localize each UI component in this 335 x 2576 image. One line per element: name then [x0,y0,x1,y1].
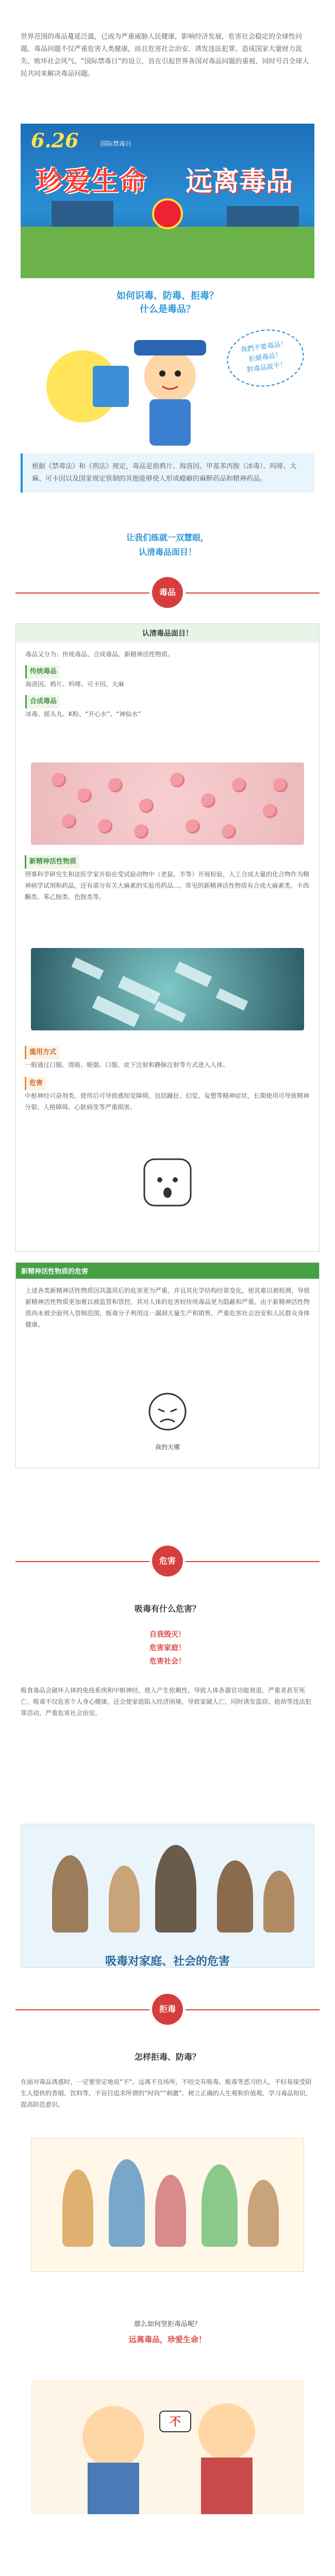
person-figure [155,2175,186,2247]
label-synthetic: 合成毒品 [25,695,60,708]
person-figure [155,1845,196,1933]
banner-subtitle: 国际禁毒日 [100,140,132,147]
boy-head [144,350,196,402]
boy-body [149,399,191,446]
divider-left [15,592,149,594]
banner-ground [21,227,314,278]
insight-callout [0,531,335,560]
person-figure [202,2164,238,2247]
nps-section [25,855,313,903]
nps-harm-text: 上述各类新精神活性物质因其滥用后的危害更为严重，并且其化学结构经常变化，使其难以被检测，导致新精神活性物质更加难以被监管和管控，其对人体的危害较传统毒品更为隐蔽和严重。由于新精神活性物质尚未被全面列入管制范围，贩毒分子利用这一漏洞大量生产和销售，严重危害社会治安和人民群众身体健康。 [25,1287,310,1328]
traditional-list: 海洛因、鸦片、吗啡、可卡因、大麻 [25,681,125,688]
pill-photo [31,762,304,845]
nps-harm-bar: 新精神活性物质的危害 [16,1263,319,1279]
crying-face-icon [147,1391,188,1437]
harm-title: 吸毒有什么危害？ [134,1604,200,1614]
label-usage: 滥用方式 [25,1046,59,1059]
banner-title-b: 远离毒品 [186,166,293,197]
usage-section [25,1046,313,1113]
banner-date: 6.26 [31,129,79,152]
harm-list [0,1628,335,1668]
divider-left-3 [15,2009,149,2010]
law-definition: 根据《禁毒法》和《刑法》规定，毒品是指鸦片、海洛因、甲基苯丙胺（冰毒）、吗啡、大麻、可卡因以及国家规定管制的其他能够使人形成瘾癖的麻醉药品和精神药品。 [21,453,314,493]
speech-bubble: 我們不要毒品！ 拒絕毒品！ 對毒品說不！ [223,325,308,392]
person-figure [109,2159,145,2247]
crystal-photo [31,948,304,1030]
intro-paragraph: 世界范围的毒品蔓延泛滥，已成为严重威胁人民健康，影响经济发展，危害社会稳定的全球性问题。毒品问题不仅严重危害人类健康，而且危害社会治安、诱发违法犯罪、造成国家大量财力流失、败坏社会风气。“国际禁毒日”的设立，旨在引起世界各国对毒品问题的重视，同时号召全球人民共同来解决毒品问题。 [21,33,309,78]
label-nps: 新精神活性物质 [25,855,79,869]
insight-line-2: 认清毒品面目！ [138,547,196,557]
harm-illustration [21,1824,314,1968]
police-emblem-icon [152,198,183,229]
banner-title-a: 珍爱生命 [36,166,148,197]
synthetic-list: 冰毒、摇头丸、K粉、“开心水”、“神仙水” [25,710,141,718]
no-sign: 不 [169,2416,181,2429]
harm-paragraph: 吸食毒品会破坏人体的免疫系统和中枢神经，使人产生依赖性，导致人体各器官功能衰退，严重者甚至死亡。吸毒不仅危害个人身心健康，还会使家庭陷入经济困境，导致家破人亡，同时诱发盗窃、抢劫等违法犯罪活动，严重危害社会治安。 [21,1687,312,1717]
refuse-title: 怎样拒毒、防毒？ [134,2052,200,2062]
divider-right-2 [186,1561,320,1562]
person-figure [109,1866,140,1933]
person-figure [62,2170,93,2247]
boy-hat [134,340,206,355]
event-banner [21,124,314,278]
person-figure [248,2180,279,2247]
section-tag-harm: 危害 [152,1546,183,1577]
refuse-scene-illustration [31,2380,304,2514]
question-what: 什么是毒品？ [140,304,195,315]
usage-text: 一般通过口服、烫吸、吸烟、口服、皮下注射和静脉注射等方式进入人体。 [25,1061,229,1069]
nps-harm-card [15,1262,320,1468]
question-how: 如何识毒、防毒、拒毒？ [116,291,219,301]
person-figure [52,1855,88,1933]
skyline-right [227,206,299,229]
label-traditional: 传统毒品 [25,665,60,679]
person-figure [217,1860,253,1933]
section-tag-drugs: 毒品 [152,577,183,608]
shield-icon [93,366,129,407]
nps-description: 刑事科学研究生和法医学家开始在受试验动物中（老鼠、羊等）开展检验，人工合成大量的化合物作为精神病学试剂和药品，还有部分有关大麻素的实验用药品...。常见的新精神活性物质有合成大麻素类、卡西酮类、苯乙胺类、色胺类等。 [25,871,310,901]
shocked-cartoon-icon [139,1154,196,1211]
person-figure [263,1871,294,1933]
harm-item: 危害社会！ [149,1657,186,1666]
card-header: 认清毒品面目！ [16,624,319,642]
divider-right [186,592,320,594]
harm-caption: 吸毒对家庭、社会的危害 [105,1955,230,1968]
divider-left-2 [15,1561,149,1562]
harm-text: 中枢神经兴奋剂类，使用后可导致感知觉障碍，包括躁狂、幻觉、妄想等精神症状，长期使用可导致精神分裂、人格障碍、心脏病变等严重损害。 [25,1092,310,1111]
drug-categories-text: 毒品又分为：传统毒品、合成毒品、新精神活性物质。 [25,651,174,658]
harm-item: 危害家庭！ [149,1644,186,1652]
divider-right-3 [186,2009,320,2010]
refuse-slogan: 远离毒品，珍爱生命！ [128,2335,206,2344]
label-harm: 危害 [25,1077,46,1090]
harm-item: 自我毁灭！ [149,1631,186,1639]
refuse-paragraph: 在面对毒品诱惑时，一定要坚定地说“不”。远离不良场所，不结交有吸毒、贩毒等恶习的人，不轻易接受陌生人提供的香烟、饮料等，不盲目追求所谓的“时尚”“刺激”。树立正确的人生观和价值观，学习毒品知识，提高防范意识。 [21,2078,312,2108]
section-tag-refuse: 拒毒 [152,1994,183,2025]
refuse-question: 那么如何坚拒毒品呢？ [133,2320,201,2328]
insight-line-1: 让我们练就一双慧眼， [126,533,209,543]
cartoon-caption: 我的天哪 [155,1444,180,1451]
refuse-crowd-illustration [31,2138,304,2272]
